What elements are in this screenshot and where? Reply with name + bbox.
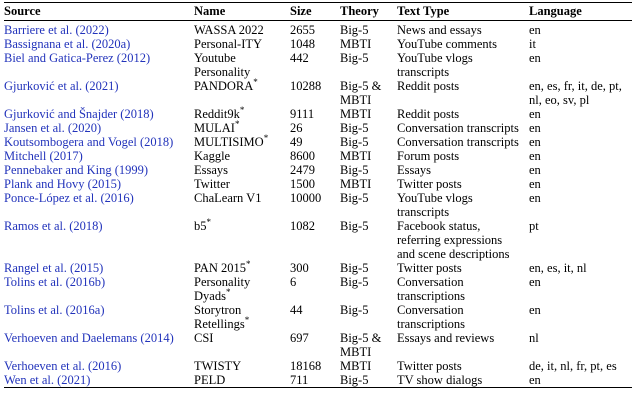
cell-size: 1048: [290, 37, 315, 51]
cell-source: [4, 135, 194, 149]
citation-link[interactable]: Rangel et al. (2015): [4, 261, 104, 275]
cell-size: 1500: [290, 177, 315, 191]
cell-language: en: [529, 163, 541, 177]
cell-source: [4, 51, 194, 79]
table-row: [4, 163, 632, 177]
citation-link[interactable]: Pennebaker and King (1999): [4, 163, 149, 177]
table-body: [4, 21, 632, 388]
cell-size: 442: [290, 51, 309, 65]
cell-name: Reddit9k*: [194, 104, 245, 121]
cell-source: [4, 149, 194, 163]
cell-source: [4, 107, 194, 121]
cell-size: 8600: [290, 149, 315, 163]
cell-language: en, es, fr, it, de, pt, nl, eo, sv, pl: [529, 79, 622, 107]
asterisk-marker: *: [225, 286, 231, 297]
table-row: [4, 135, 632, 149]
cell-size: 6: [290, 275, 297, 289]
cell-text-type: Essays and reviews: [397, 331, 495, 345]
cell-language: pt: [529, 219, 539, 233]
cell-source: [4, 177, 194, 191]
cell-name: WASSA 2022: [194, 23, 264, 37]
header-row: [4, 3, 632, 21]
table-row: [4, 107, 632, 121]
cell-text-type: Twitter posts: [397, 261, 462, 275]
cell-text-type: TV show dialogs: [397, 373, 483, 387]
cell-language: en: [529, 107, 541, 121]
cell-language: en: [529, 149, 541, 163]
cell-language: it: [529, 37, 536, 51]
table-row: [4, 121, 632, 135]
table-row: [4, 303, 632, 331]
table-row: [4, 177, 632, 191]
citation-link[interactable]: Verhoeven and Daelemans (2014): [4, 331, 174, 345]
table-row: [4, 331, 632, 359]
cell-source: [4, 163, 194, 177]
asterisk-marker: *: [253, 76, 258, 87]
citation-link[interactable]: Barriere et al. (2022): [4, 23, 109, 37]
table-row: [4, 359, 632, 373]
cell-source: [4, 219, 194, 261]
cell-theory: MBTI: [340, 359, 372, 373]
cell-source: [4, 191, 194, 219]
citation-link[interactable]: Ramos et al. (2018): [4, 219, 103, 233]
cell-theory: Big-5: [340, 51, 369, 65]
cell-name: CSI: [194, 331, 214, 345]
datasets-table: [4, 2, 632, 388]
cell-text-type: Essays: [397, 163, 432, 177]
cell-name: Twitter: [194, 177, 230, 191]
cell-size: 18168: [290, 359, 322, 373]
asterisk-marker: *: [245, 258, 251, 269]
cell-theory: Big-5 & MBTI: [340, 79, 382, 107]
citation-link[interactable]: Wen et al. (2021): [4, 373, 91, 387]
citation-link[interactable]: Mitchell (2017): [4, 149, 83, 163]
cell-theory: MBTI: [340, 149, 372, 163]
cell-source: [4, 37, 194, 51]
cell-text-type: News and essays: [397, 23, 482, 37]
cell-language: en: [529, 135, 541, 149]
cell-text-type: YouTube vlogs transcripts: [397, 51, 473, 79]
cell-size: 26: [290, 121, 303, 135]
cell-name: Personal-ITY: [194, 37, 263, 51]
column-header-theory: Theory: [340, 3, 397, 21]
cell-theory: Big-5: [340, 373, 369, 387]
cell-text-type: Twitter posts: [397, 359, 462, 373]
table-row: [4, 219, 632, 261]
cell-language: en: [529, 51, 541, 65]
asterisk-marker: *: [244, 314, 250, 325]
asterisk-marker: *: [206, 216, 211, 227]
cell-text-type: Conversation transcriptions: [397, 303, 466, 331]
cell-text-type: Reddit posts: [397, 107, 460, 121]
cell-theory: Big-5: [340, 303, 369, 317]
cell-size: 10288: [290, 79, 322, 93]
cell-text-type: Twitter posts: [397, 177, 462, 191]
cell-text-type: Forum posts: [397, 149, 460, 163]
cell-name: PANDORA*: [194, 76, 258, 93]
cell-text-type: Conversation transcriptions: [397, 275, 466, 303]
cell-name: TWISTY: [194, 359, 242, 373]
table-row: [4, 275, 632, 303]
table-row: [4, 149, 632, 163]
cell-source: [4, 121, 194, 135]
cell-source: [4, 261, 194, 275]
asterisk-marker: *: [234, 118, 240, 129]
cell-theory: MBTI: [340, 177, 372, 191]
cell-theory: Big-5: [340, 121, 369, 135]
citation-link[interactable]: Gjurković and Šnajder (2018): [4, 107, 154, 121]
citation-link[interactable]: Gjurković et al. (2021): [4, 79, 119, 93]
cell-text-type: Facebook status, referring expressions and scene descriptions: [397, 219, 510, 261]
table-row: [4, 79, 632, 107]
column-header-name: Name: [194, 3, 290, 21]
citation-link[interactable]: Biel and Gatica-Perez (2012): [4, 51, 151, 65]
column-header-source: Source: [4, 3, 194, 21]
cell-text-type: Reddit posts: [397, 79, 460, 93]
cell-text-type: YouTube vlogs transcripts: [397, 191, 473, 219]
cell-source: [4, 275, 194, 303]
column-header-language: Language: [529, 3, 632, 21]
cell-name: Youtube Personality: [194, 51, 251, 79]
table-row: [4, 261, 632, 275]
citation-link[interactable]: Plank and Hovy (2015): [4, 177, 121, 191]
cell-source: [4, 303, 194, 331]
paper-page: [4, 0, 636, 388]
cell-size: 2655: [290, 23, 315, 37]
column-header-size: Size: [290, 3, 340, 21]
cell-name: Kaggle: [194, 149, 231, 163]
cell-name: Storytron Retellings*: [194, 303, 250, 331]
cell-source: [4, 373, 194, 388]
cell-language: de, it, nl, fr, pt, es: [529, 359, 617, 373]
cell-language: en: [529, 177, 541, 191]
cell-theory: Big-5: [340, 275, 369, 289]
cell-text-type: Conversation transcripts: [397, 121, 519, 135]
citation-link[interactable]: Bassignana et al. (2020a): [4, 37, 131, 51]
cell-theory: Big-5: [340, 191, 369, 205]
citation-link[interactable]: Ponce-López et al. (2016): [4, 191, 134, 205]
cell-language: en: [529, 303, 541, 317]
cell-theory: Big-5: [340, 163, 369, 177]
cell-name: MULAI*: [194, 118, 240, 135]
cell-size: 300: [290, 261, 309, 275]
cell-text-type: Conversation transcripts: [397, 135, 519, 149]
cell-theory: Big-5: [340, 23, 369, 37]
cell-theory: Big-5: [340, 219, 369, 233]
cell-theory: Big-5: [340, 135, 369, 149]
cell-language: en: [529, 23, 541, 37]
citation-link[interactable]: Tolins et al. (2016a): [4, 303, 105, 317]
cell-theory: Big-5: [340, 261, 369, 275]
cell-size: 697: [290, 331, 309, 345]
table-row: [4, 51, 632, 79]
table-row: [4, 373, 632, 388]
cell-source: [4, 331, 194, 359]
cell-theory: MBTI: [340, 37, 372, 51]
cell-source: [4, 359, 194, 373]
cell-language: en: [529, 373, 541, 387]
cell-size: 9111: [290, 107, 315, 121]
cell-source: [4, 21, 194, 38]
citation-link[interactable]: Koutsombogera and Vogel (2018): [4, 135, 174, 149]
column-header-text-type: Text Type: [397, 3, 529, 21]
cell-size: 10000: [290, 191, 322, 205]
cell-name: ChaLearn V1: [194, 191, 262, 205]
cell-name: Essays: [194, 163, 229, 177]
cell-name: Personality Dyads*: [194, 275, 251, 303]
cell-language: en: [529, 191, 541, 205]
cell-source: [4, 79, 194, 107]
cell-size: 49: [290, 135, 303, 149]
cell-text-type: YouTube comments: [397, 37, 498, 51]
cell-theory: Big-5 & MBTI: [340, 331, 382, 359]
citation-link[interactable]: Tolins et al. (2016b): [4, 275, 106, 289]
table-row: [4, 21, 632, 38]
asterisk-marker: *: [263, 132, 269, 143]
cell-size: 711: [290, 373, 309, 387]
cell-language: en: [529, 121, 541, 135]
cell-size: 1082: [290, 219, 315, 233]
cell-language: nl: [529, 331, 539, 345]
asterisk-marker: *: [239, 104, 245, 115]
cell-size: 2479: [290, 163, 315, 177]
citation-link[interactable]: Jansen et al. (2020): [4, 121, 102, 135]
cell-name: MULTISIMO*: [194, 132, 269, 149]
cell-language: en, es, it, nl: [529, 261, 587, 275]
table-row: [4, 191, 632, 219]
cell-theory: MBTI: [340, 107, 372, 121]
citation-link[interactable]: Verhoeven et al. (2016): [4, 359, 122, 373]
cell-name: PAN 2015*: [194, 258, 251, 275]
cell-size: 44: [290, 303, 303, 317]
cell-name: b5*: [194, 216, 211, 233]
cell-name: PELD: [194, 373, 226, 387]
cell-language: en: [529, 275, 541, 289]
table-row: [4, 37, 632, 51]
